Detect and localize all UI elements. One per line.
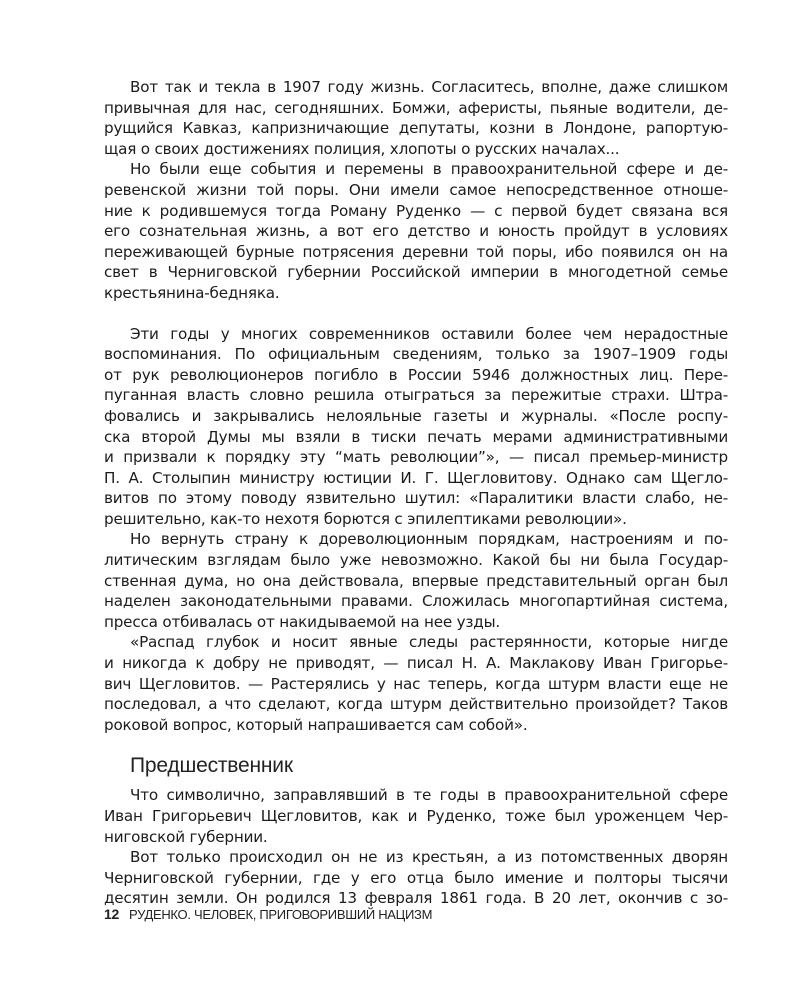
text-line: его сознательная жизнь, а вот его детство и юность пройдут в условиях xyxy=(104,222,728,241)
text-line: крестьянина-бедняка. xyxy=(104,283,280,302)
page-footer xyxy=(104,906,432,922)
text-line: свет в Черниговской губернии Российской империи в многодетной семье xyxy=(104,263,728,282)
text-line: Что символично, заправлявший в те годы в правоохранительной сфере xyxy=(130,786,728,805)
text-line: пресса отбивалась от накидываемой на нее узды. xyxy=(104,612,501,631)
text-line: Черниговской губернии, где у его отца было имение и полторы тысячи xyxy=(104,868,728,887)
text-line: пуганная власть словно решила отыграться за пережитые страхи. Штра- xyxy=(104,386,728,405)
text-line: десятин земли. Он родился 13 февраля 1861 года. В 20 лет, окончив с зо- xyxy=(104,889,728,908)
text-line: Но были еще события и перемены в правоохранительной сфере и де- xyxy=(130,160,728,179)
text-line: и призвали к порядку эту “мать революции”», — писал премьер-министр xyxy=(104,448,728,467)
text-line: Вот так и текла в 1907 году жизнь. Согласитесь, вполне, даже слишком xyxy=(130,78,728,96)
paragraph xyxy=(104,632,728,735)
text-line: щая о своих достижениях полиция, хлопоты о русских началах... xyxy=(104,139,620,158)
text-line: и никогда к добру не приводят, — писал Н. А. Маклакову Иван Григорье- xyxy=(104,654,728,673)
text-line: ние к родившемуся тогда Роману Руденко — с первой будет связана вся xyxy=(104,201,728,220)
text-line: витов по этому поводу язвительно шутил: «Паралитики власти слабо, не- xyxy=(104,489,728,508)
text-line: от рук революционеров погибло в России 5946 должностных лиц. Пере- xyxy=(104,365,728,384)
text-line: наделен законодательными правами. Сложилась многопартийная система, xyxy=(104,592,728,611)
text-line: «Распад глубок и носит явные следы растерянности, которые нигде xyxy=(130,633,728,652)
text-line: роковой вопрос, который напрашивается сам собой». xyxy=(104,715,528,734)
paragraph-gap xyxy=(104,304,728,324)
running-title: РУДЕНКО. ЧЕЛОВЕК, ПРИГОВОРИВШИЙ НАЦИЗМ xyxy=(128,907,433,922)
text-line: привычная для нас, сегодняшних. Бомжи, аферисты, пьяные водители, де- xyxy=(104,98,728,117)
paragraph xyxy=(104,77,728,159)
paragraph xyxy=(104,785,728,847)
text-line: Вот только происходил он не из крестьян, а из потомственных дворян xyxy=(130,848,728,867)
text-line: ска второй Думы мы взяли в тиски печать мерами административными xyxy=(104,427,728,446)
paragraph xyxy=(104,159,728,303)
paragraph xyxy=(104,529,728,632)
text-line: последовал, а что сделают, когда штурм действительно произойдет? Таков xyxy=(104,695,728,714)
text-line: литическим взглядам было уже невозможно. Какой бы ни была Государ- xyxy=(104,551,728,570)
page-number: 12 xyxy=(104,906,119,922)
text-line: фовались и закрывались нелояльные газеты и журналы. «После роспу- xyxy=(104,406,728,425)
text-line: ревенской жизни той поры. Они имели самое непосредственное отноше- xyxy=(104,180,728,199)
section-heading: Предшественник xyxy=(130,754,293,778)
page-body xyxy=(104,77,728,909)
text-line: П. А. Столыпин министру юстиции И. Г. Щегловитову. Однако сам Щегло- xyxy=(104,468,728,487)
text-line: Иван Григорьевич Щегловитов, как и Руденко, тоже был уроженцем Чер- xyxy=(104,807,728,825)
text-line: вич Щегловитов. — Растерялись у нас теперь, когда штурм власти еще не xyxy=(104,674,728,693)
text-line: воспоминания. По официальным сведениям, только за 1907–1909 годы xyxy=(104,345,728,364)
text-line: переживающей бурные потрясения деревни той поры, ибо появился он на xyxy=(104,242,728,261)
text-line: Эти годы у многих современников оставили более чем нерадостные xyxy=(130,324,728,343)
paragraph xyxy=(104,324,728,530)
text-line: решительно, как-то нехотя борются с эпилептиками революции». xyxy=(104,509,627,528)
text-line: рущийся Кавказ, капризничающие депутаты, козни в Лондоне, рапортую- xyxy=(104,119,728,138)
text-line: ниговской губернии. xyxy=(104,827,268,846)
text-line: ственная дума, но она действовала, впервые представительный орган был xyxy=(104,571,728,590)
text-line: Но вернуть страну к дореволюционным порядкам, настроениям и по- xyxy=(130,530,728,549)
paragraph xyxy=(104,847,728,909)
